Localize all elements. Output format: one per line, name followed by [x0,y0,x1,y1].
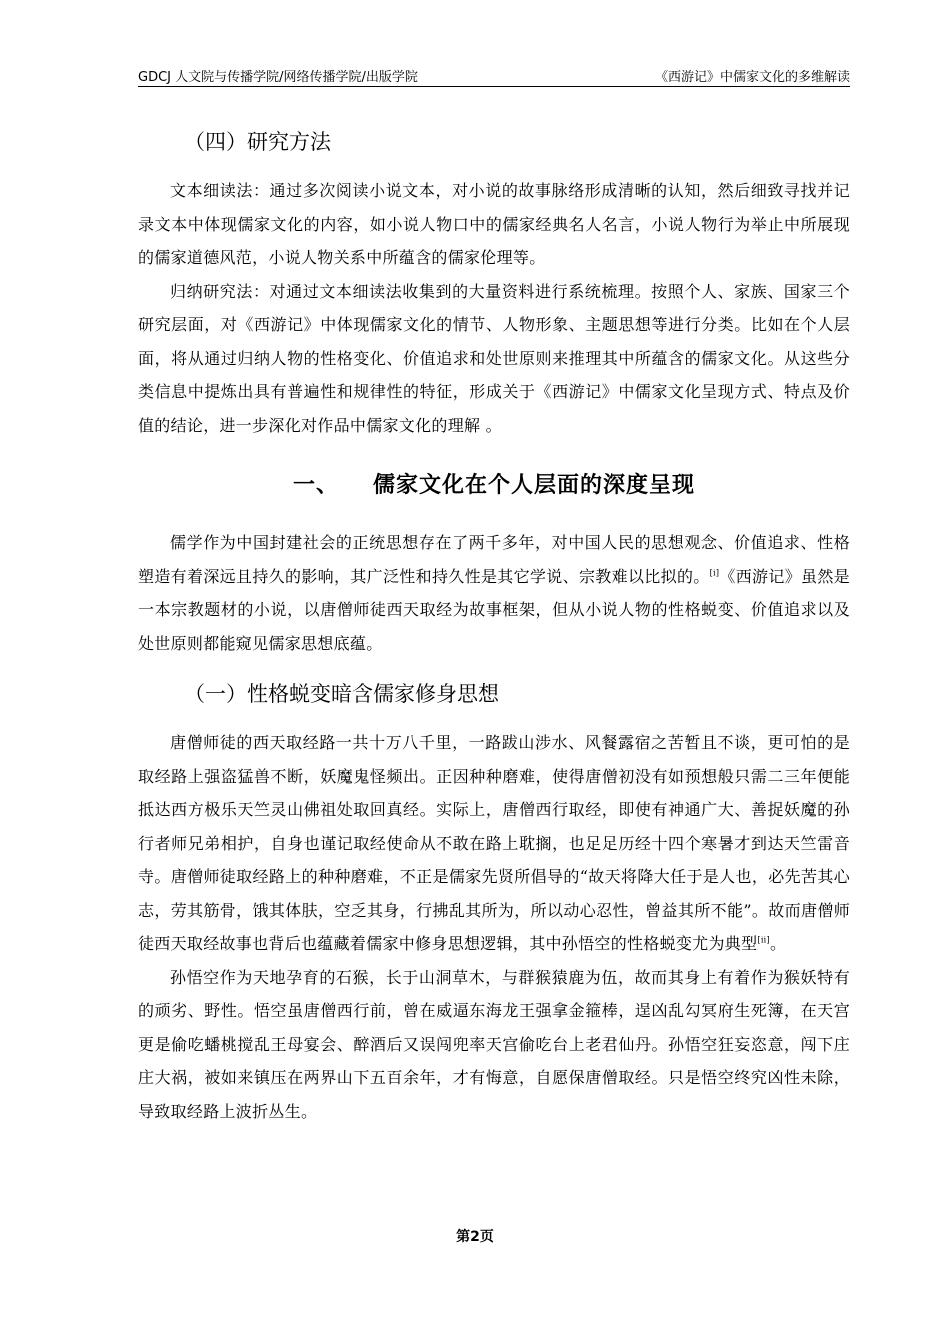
page-header [138,64,850,87]
section-heading-personality: （一）性格蜕变暗含儒家修身思想 [184,682,499,706]
page-number: 第2页 [456,1229,494,1245]
paragraph-pilgrimage-hardships [138,726,850,961]
paragraph-close-reading: 文本细读法：通过多次阅读小说文本，对小说的故事脉络形成清晰的认知，然后细致寻找并记录文本中体现儒家文化的内容，如小说人物口中的儒家经典名人名言，小说人物行为举止中所展现的儒家道德风范，小说人物关系中所蕴含的儒家伦理等。 [138,181,850,267]
intro-text-part1: 儒学作为中国封建社会的正统思想存在了两千多年，对中国人民的思想观念、价值追求、性格塑造有着深远且持久的影响，其广泛性和持久性是其它学说、宗教难以比拟的。 [138,533,850,586]
chapter-heading [138,466,850,506]
chapter-title: 儒家文化在个人层面的深度呈现 [373,473,696,498]
intro-text-part2: 《西游记》虽然是一本宗教题材的小说，以唐僧师徒西天取经为故事框架，但从小说人物的性格蜕变、价值追求以及处世原则都能窥见儒家思想底蕴。 [138,566,850,653]
chapter-number: 一、 [292,473,339,498]
citation-marker: [i] [709,568,720,578]
hardships-text: 唐僧师徒的西天取经路一共十万八千里，一路跋山涉水、风餐露宿之苦暂且不谈，更可怕的是取经路上强盗猛兽不断，妖魔鬼怪频出。正因种种磨难，使得唐僧初没有如预想般只需二三年便能抵达西方极乐天竺灵山佛祖处取回真经。实际上，唐僧西行取经，即使有神通广大、善捉妖魔的孙行者师兄弟相护，自身也谨记取经使命从不敢在路上耽搁，也足足历经十四个寒暑才到达天竺雷音寺。唐僧师徒取经路上的种种磨难，不正是儒家先贤所倡导的“故天将降大任于是人也，必先苦其心志，劳其筋骨，饿其体肤，空乏其身，行拂乱其所为，所以动心忍性，曾益其所不能”。故而唐僧师徒西天取经故事也背后也蕴藏着儒家中修身思想逻辑，其中孙悟空的性格蜕变尤为典型 [138,733,850,953]
hardships-text-end: 。 [769,934,787,953]
paragraph-sun-wukong: 孙悟空作为天地孕育的石猴，长于山洞草木，与群猴猿鹿为伍，故而其身上有着作为猴妖特有的顽劣、野性。悟空虽唐僧西行前，曾在威逼东海龙王强拿金箍棒，逞凶乱勾冥府生死簿，在天宫更是偷吃蟠桃搅乱王母宴会、醉酒后又误闯兜率天宫偷吃台上老君仙丹。孙悟空狂妄恣意，闯下庄庄大祸，被如来镇压在两界山下五百余年，才有悔意，自愿保唐僧取经。只是悟空终究凶性未除，导致取经路上波折丛生。 [138,967,850,1121]
section-heading-research-methods: （四）研究方法 [184,130,331,154]
citation-marker: [ii] [757,935,770,945]
page-content [138,112,850,1128]
paragraph-chapter-intro [138,526,850,660]
paragraph-inductive-research: 归纳研究法：对通过文本细读法收集到的大量资料进行系统梳理。按照个人、家族、国家三个研究层面，对《西游记》中体现儒家文化的情节、人物形象、主题思想等进行分类。比如在个人层面，将从通过归纳人物的性格变化、价值追求和处世原则来推理其中所蕴含的儒家文化。从这些分类信息中提炼出具有普遍性和规律性的特征，形成关于《西游记》中儒家文化呈现方式、特点及价值的结论，进一步深化对作品中儒家文化的理解 。 [138,281,850,435]
header-left-text: GDCJ 人文院与传播学院/网络传播学院/出版学院 [138,70,418,85]
header-right-text: 《西游记》中儒家文化的多维解读 [654,70,850,85]
